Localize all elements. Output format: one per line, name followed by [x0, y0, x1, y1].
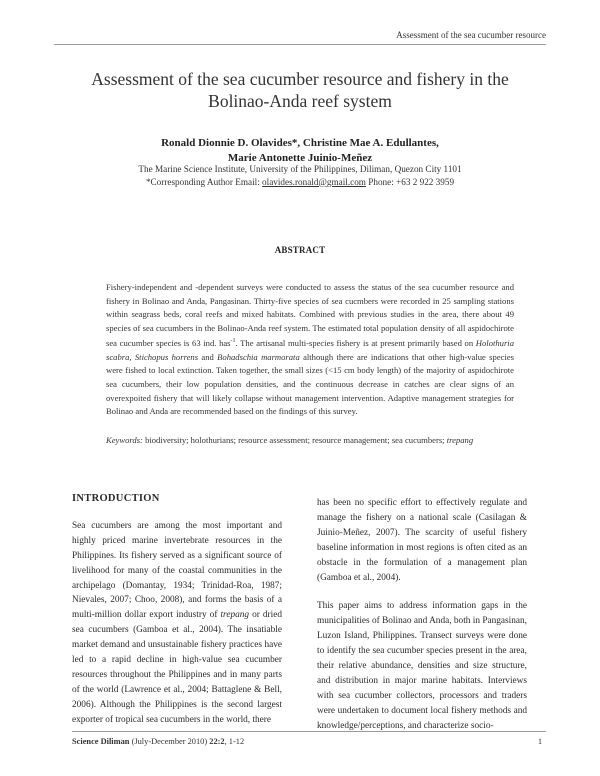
abstract-superscript: -1	[230, 338, 236, 345]
corresponding-prefix: *Corresponding Author Email:	[145, 176, 260, 187]
authors-line-1: Ronald Dionnie D. Olavides*, Christine Mae A. Edullantes,	[161, 137, 439, 149]
keywords-last: trepang	[446, 435, 474, 445]
journal-name: Science Diliman	[72, 737, 130, 746]
intro-paragraph-2: This paper aims to address information gaps in the municipalities of Bolinao and Anda, both in Pangasinan, Luzon Island, Philippines. Transect surveys were done to identify the sea cucumber species present in the area, their relative abundance, densities and size structure, and distribution in major marine habitats. Interviews with sea cucumber collectors, processors and traders were undertaken to document local fishery methods and knowledge/perceptions, and characterize socio-	[317, 601, 527, 731]
keywords-text: biodiversity; holothurians; resource assessment; resource management; sea cucumbers;	[142, 435, 447, 445]
running-head: Assessment of the sea cucumber resource	[396, 30, 546, 40]
column-right	[317, 496, 527, 734]
corresponding-email-link[interactable]: olavides.ronald@gmail.com	[262, 176, 366, 187]
page-number: 1	[537, 737, 542, 746]
affiliation: The Marine Science Institute, University of the Philippines, Diliman, Quezon City 1101	[138, 164, 462, 174]
title-line-2: Bolinao-Anda reef system	[208, 91, 392, 111]
abstract-paragraph	[106, 281, 514, 419]
intro-p1-text-a: Sea cucumbers are among the most important and highly priced marine invertebrate resources in the Philippines. Its fishery served as a significant source of livelihood for many of the coastal communities in the archipelago (Domantay, 1934; Trinidad-Roa, 1987; Nievales, 2007; Choo, 2008), and forms the basis of a multi-million dollar export industry of	[72, 520, 282, 621]
affiliation-block	[60, 163, 540, 188]
intro-p1-text-b: or dried sea cucumbers (Gamboa et al., 2004). The insatiable market demand and unsustainable fishery practices have led to a rapid decline in high-value sea cucumber resources throughout the Philippines and in many parts of the world (Lawrence et al., 2004; Battaglene & Bell, 2006). Although the Philippines is the second largest exporter of tropical sea cucumbers in the world, there	[72, 610, 282, 725]
footer-citation	[72, 737, 244, 746]
title-line-1: Assessment of the sea cucumber resource and fishery in the	[91, 69, 509, 89]
keywords-label: Keywords:	[106, 435, 143, 445]
paper-title	[60, 68, 540, 112]
abstract-text-4: although there are indications that other high-value species were fished to local extinction. Taken together, the small sizes (<15 cm body length) of the majority of aspidochirote sea cucumbers, their low population densities, and the continuous decrease in catches are clear signs of an overexpoited fishery that will likely collapse without management intervention. Adaptive management strategies for Bolinao and Anda are recommended based on the findings of this survey.	[106, 351, 514, 417]
header-rule	[54, 44, 546, 45]
abstract-heading: ABSTRACT	[274, 245, 326, 255]
journal-issue: (July-December 2010)	[129, 737, 210, 746]
footer-rule	[72, 731, 546, 732]
introduction-heading: INTRODUCTION	[72, 493, 160, 504]
corresponding-author	[60, 176, 540, 189]
author-list	[60, 136, 540, 166]
paragraph-gap	[317, 585, 527, 599]
abstract-text-2: . The artisanal multi-species fishery is at present primarily based on	[235, 338, 476, 349]
column-left	[72, 492, 282, 728]
authors-line-2: Marie Antonette Juinio-Meñez	[227, 152, 373, 164]
journal-volume: 22:2	[209, 737, 225, 746]
intro-paragraph-1	[72, 519, 282, 728]
abstract-body	[106, 281, 514, 419]
journal-pages: , 1-12	[224, 737, 245, 746]
abstract-species-2: Bohadschia marmorata	[217, 351, 300, 362]
abstract-text-1: Fishery-independent and -dependent surveys were conducted to assess the status of the sea cucumber resource and fishery in Bolinao and Anda, Pangasinan. Thirty-five species of sea cucmbers were recorded in 25 sampling stations within seagrass beds, coral reefs and mixed habitats. Combined with previous studies in the area, there about 49 species of sea cucumbers in the Bolinao-Anda reef system. The estimated total population density of all aspidochirote sea cucumber species is 63 ind. has	[106, 282, 514, 349]
keywords	[106, 434, 514, 448]
intro-paragraph-1-continued: has been no specific effort to effectively regulate and manage the fishery on a national scale (Casilagan & Juinio-Meñez, 2007). The scarcity of useful fishery baseline information in most regions is often cited as an obstacle in the formulation of a management plan (Gamboa et al., 2004).	[317, 498, 527, 583]
intro-p1-trepang: trepang	[220, 610, 250, 621]
abstract-species-1: Holothuria scabra, Stichopus horrens	[106, 338, 514, 362]
abstract-text-3: and	[198, 351, 218, 362]
corresponding-phone: Phone: +63 2 922 3959	[368, 176, 455, 187]
